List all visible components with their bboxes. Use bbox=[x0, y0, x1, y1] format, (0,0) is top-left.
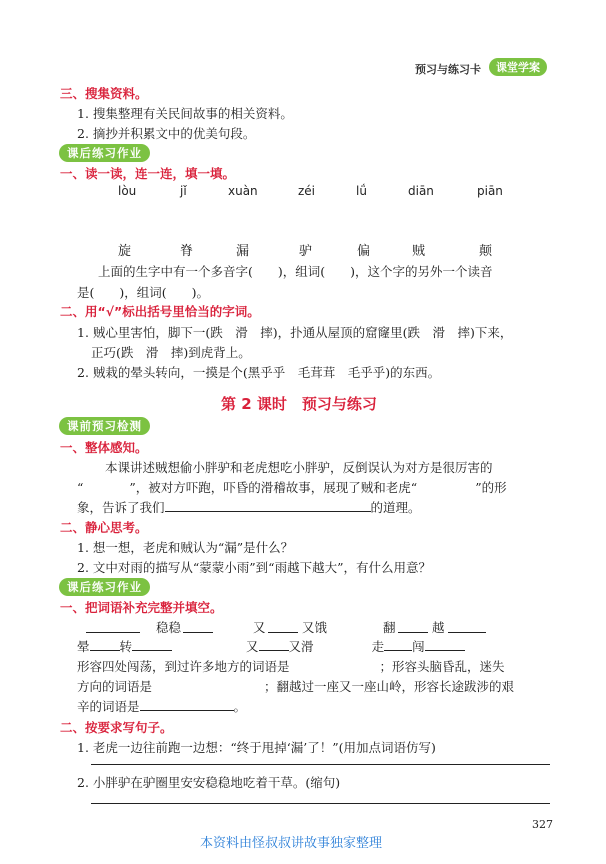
overall-line-1: 本课讲述贼想偷小胖驴和老虎想吃小胖驴，反倒误认为对方是很厉害的 bbox=[105, 460, 493, 475]
pinyin-item: jǐ bbox=[180, 184, 187, 198]
hanzi-item: 颠 bbox=[479, 244, 493, 259]
collect-item-2: 2. 摘抄并积累文中的优美句段。 bbox=[77, 126, 256, 141]
badge-after-class: 课后练习作业 bbox=[59, 144, 150, 162]
section-title-sentence: 二、按要求写句子。 bbox=[60, 720, 173, 735]
overall-line-2: “ ”，被对方吓跑，吓昏的滑稽故事，展现了贼和老虎“ ”的形 bbox=[77, 480, 507, 495]
fill-line-1: 形容四处闯荡，到过许多地方的词语是 ；形容头脑昏乱，迷失 bbox=[77, 659, 505, 674]
pinyin-item: lòu bbox=[118, 184, 137, 198]
blank-line bbox=[398, 632, 428, 633]
tick-item-1b: 正巧(跌 滑 摔)到虎背上。 bbox=[91, 345, 251, 360]
answer-line bbox=[91, 803, 550, 804]
overall-line-3: 象，告诉了我们 的道理。 bbox=[77, 500, 421, 515]
hanzi-item: 脊 bbox=[180, 244, 194, 259]
header-badge: 课堂学案 bbox=[489, 58, 547, 76]
section-title-read: 一、读一读，连一连，填一填。 bbox=[60, 166, 236, 181]
blank-line bbox=[86, 632, 140, 633]
lesson-title: 第 2 课时 预习与练习 bbox=[221, 395, 377, 413]
header-title: 预习与练习卡 bbox=[415, 63, 481, 76]
word-blank: 又饿 bbox=[302, 620, 328, 635]
blank-line bbox=[448, 632, 486, 633]
section-title-think: 二、静心思考。 bbox=[60, 520, 148, 535]
word-blank: 又 bbox=[253, 620, 266, 635]
word-blank: 稳稳 bbox=[156, 620, 182, 635]
blank-line bbox=[183, 632, 213, 633]
section-title-tick: 二、用“√”标出括号里恰当的字词。 bbox=[60, 304, 260, 319]
pinyin-item: xuàn bbox=[228, 184, 258, 198]
badge-after-class-2: 课后练习作业 bbox=[59, 578, 150, 596]
section-title-words: 一、把词语补充完整并填空。 bbox=[60, 600, 223, 615]
tick-item-1a: 1. 贼心里害怕，脚下一(跌 滑 摔)，扑通从屋顶的窟窿里(跌 滑 摔)下来， bbox=[77, 325, 513, 340]
fill-line-2: 方向的词语是 ；翻越过一座又一座山岭，形容长途跋涉的艰 bbox=[77, 679, 515, 694]
think-item-1: 1. 想一想，老虎和贼认为“漏”是什么？ bbox=[77, 540, 294, 555]
badge-pre-class: 课前预习检测 bbox=[59, 417, 150, 435]
hanzi-item: 偏 bbox=[357, 244, 371, 259]
sentence-item-2: 2. 小胖驴在驴圈里安安稳稳地吃着干草。(缩句) bbox=[77, 775, 341, 790]
tick-item-2: 2. 贼栽的晕头转向，一摸是个(黑乎乎 毛茸茸 毛乎乎)的东西。 bbox=[77, 365, 441, 380]
pinyin-item: lǘ bbox=[356, 184, 367, 198]
section-title-overall: 一、整体感知。 bbox=[60, 440, 148, 455]
hanzi-item: 旋 bbox=[118, 244, 132, 259]
sentence-item-1: 1. 老虎一边往前跑一边想：“终于甩掉‘漏’了！”(用加点词语仿写) bbox=[77, 740, 436, 755]
pinyin-item: diān bbox=[408, 184, 434, 198]
footer-credit: 本资料由怪叔叔讲故事独家整理 bbox=[200, 836, 383, 851]
words-row-2: 晕 转 又 又滑 走 闯 bbox=[77, 637, 465, 655]
answer-line bbox=[91, 764, 550, 765]
pinyin-item: zéi bbox=[298, 184, 316, 198]
hanzi-item: 贼 bbox=[412, 244, 426, 259]
word-blank: 翻 bbox=[383, 620, 396, 635]
blank-line bbox=[268, 632, 298, 633]
word-blank: 越 bbox=[432, 620, 445, 635]
polyphone-line-1: 上面的生字中有一个多音字( )，组词( )，这个字的另外一个读音 bbox=[98, 264, 493, 279]
collect-item-1: 1. 搜集整理有关民间故事的相关资料。 bbox=[77, 106, 293, 121]
hanzi-item: 驴 bbox=[299, 244, 313, 259]
fill-line-3: 辛的词语是 。 bbox=[77, 699, 247, 714]
page-number: 327 bbox=[532, 818, 553, 831]
think-item-2: 2. 文中对雨的描写从“蒙蒙小雨”到“雨越下越大”，有什么用意？ bbox=[77, 560, 431, 575]
hanzi-item: 漏 bbox=[236, 244, 250, 259]
pinyin-item: piān bbox=[477, 184, 503, 198]
polyphone-line-2: 是( )，组词( )。 bbox=[77, 285, 210, 300]
section-title-collect: 三、搜集资料。 bbox=[60, 86, 148, 101]
